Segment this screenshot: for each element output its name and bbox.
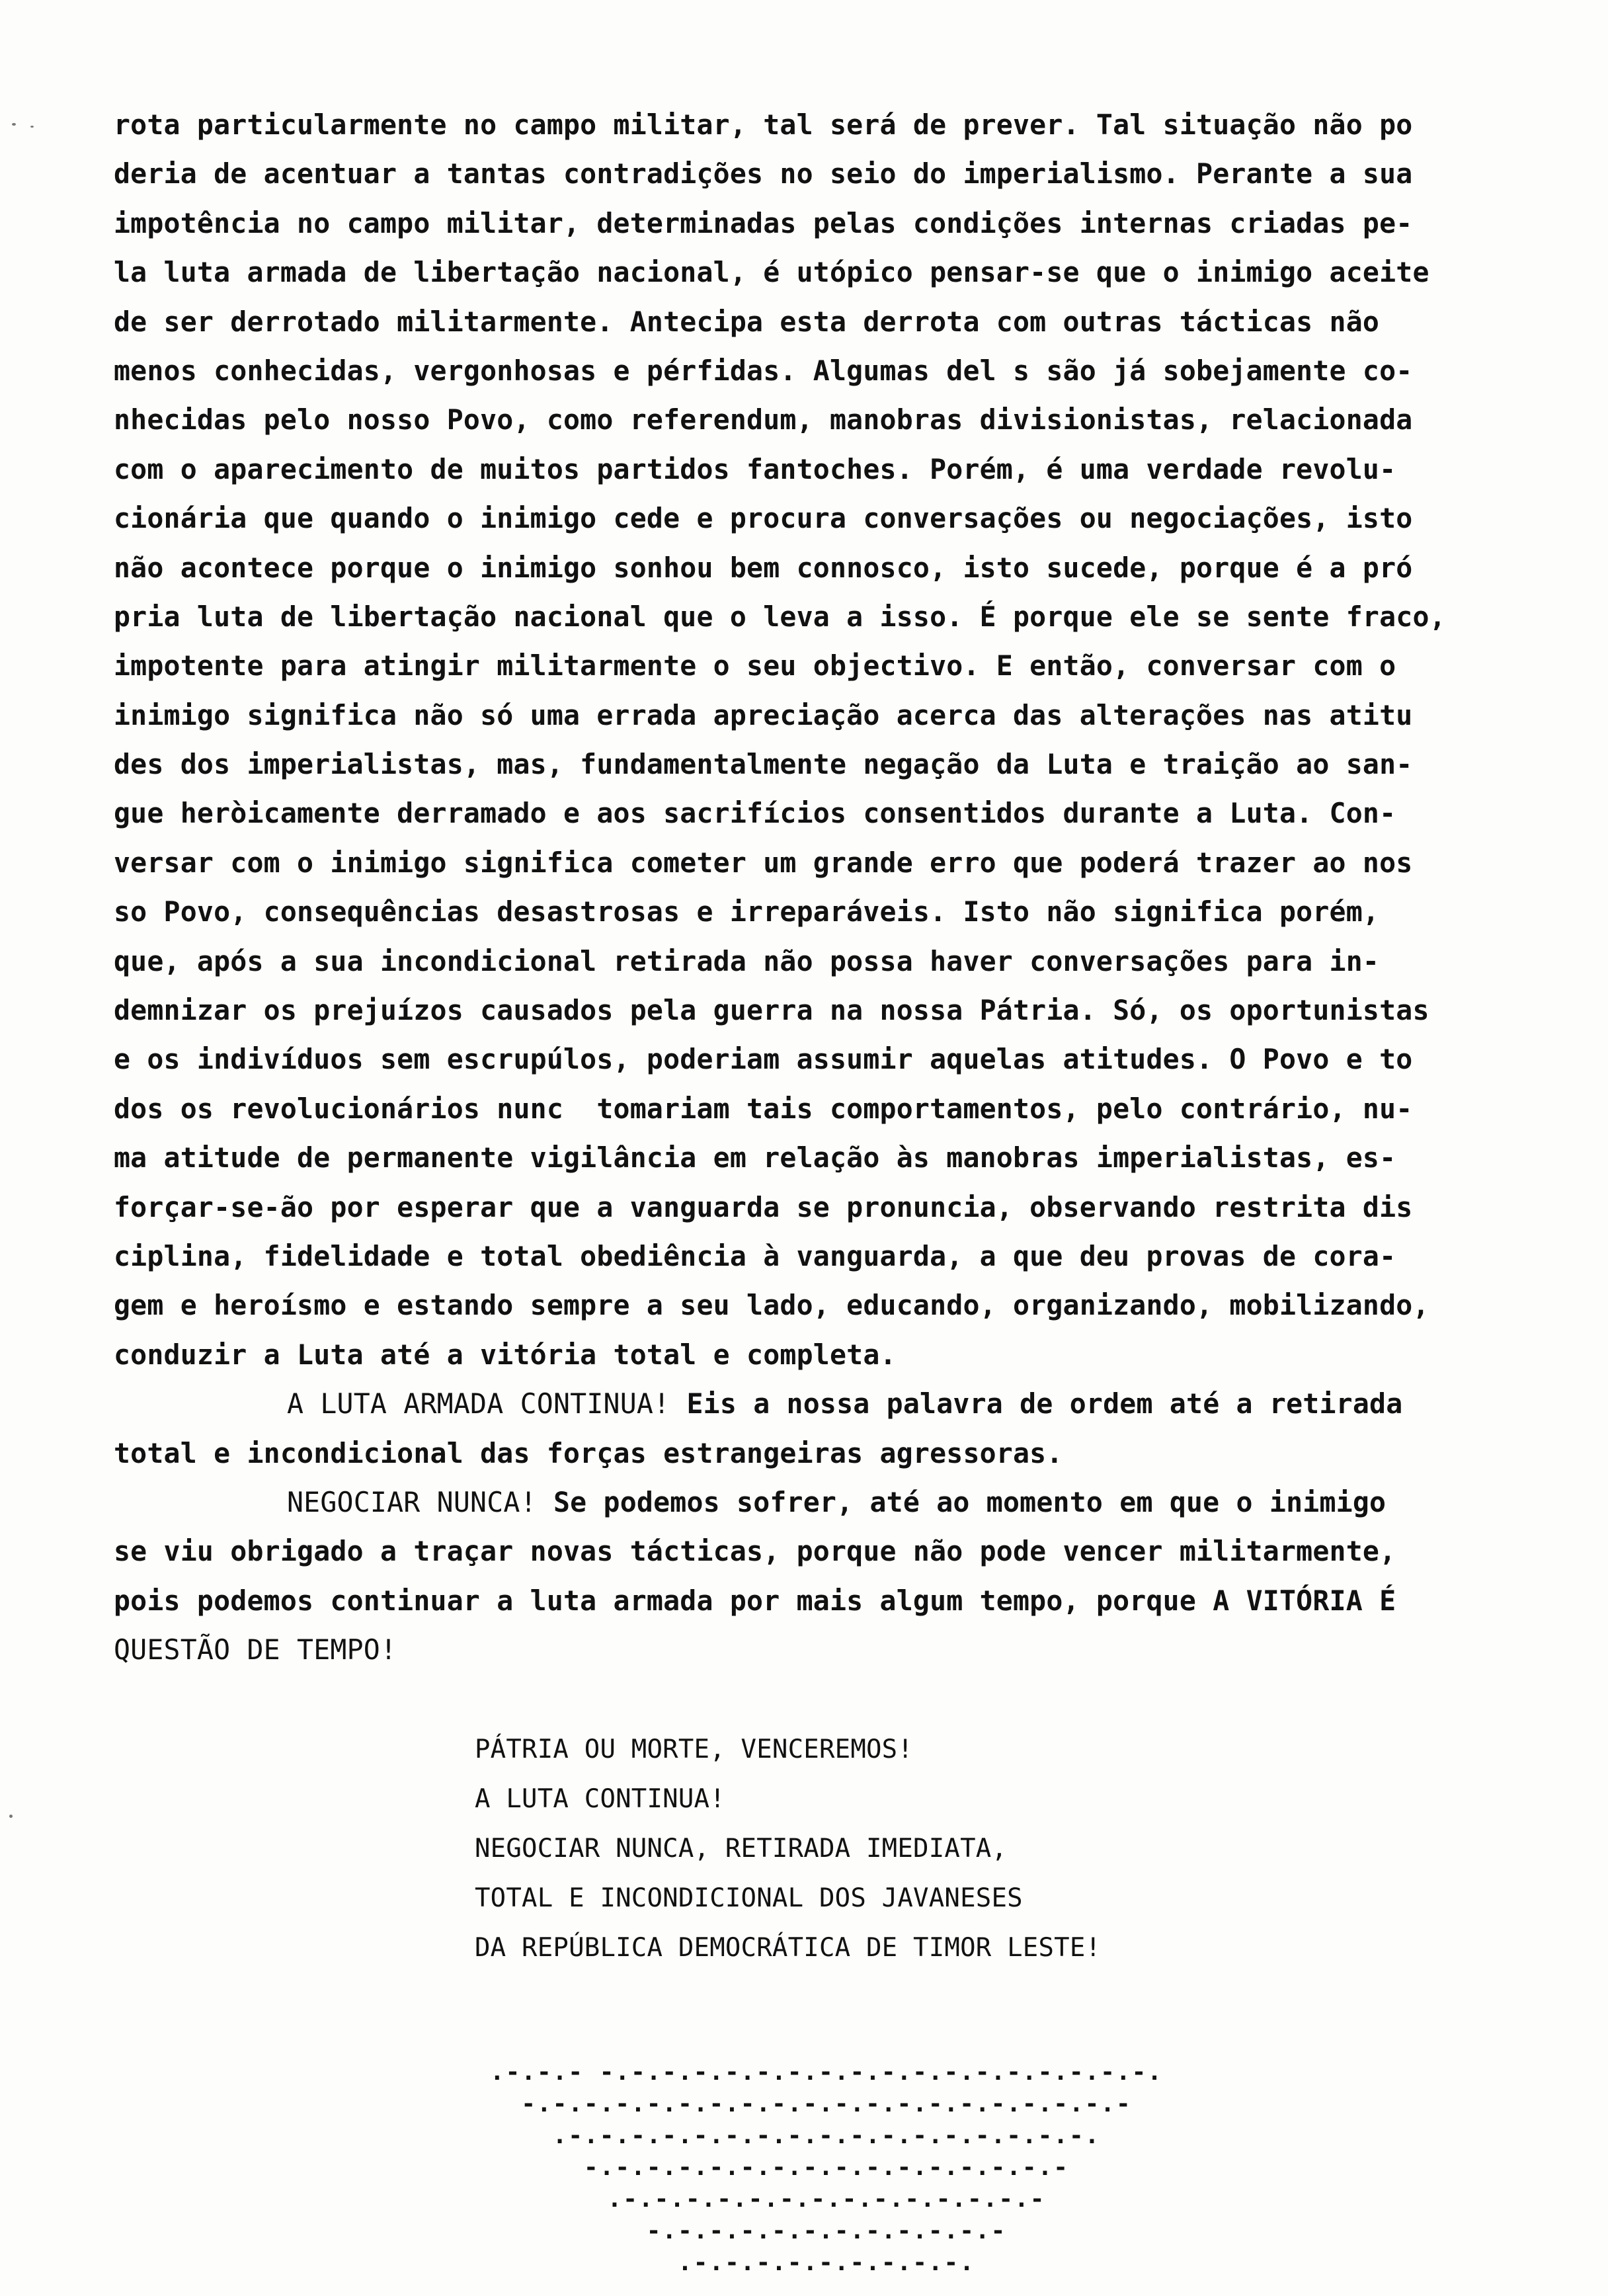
- ornament-row: -.-.-.-.-.-.-.-.-.-.-.-: [646, 2217, 1007, 2244]
- main-text-block: [114, 101, 1548, 1675]
- text-line: rota particularmente no campo militar, tal será de prever. Tal situação não po: [114, 108, 1413, 141]
- closing-slogans: [475, 1725, 1101, 1973]
- text-line: pois podemos continuar a luta armada por mais algum tempo, porque A VITÓRIA É: [114, 1584, 1396, 1617]
- ornament-row: .-.-.- -.-.-.-.-.-.-.-.-.-.-.-.-.-.-.-.-.-.: [490, 2059, 1163, 2086]
- scan-speck: [12, 123, 16, 126]
- text-line: des dos imperialistas, mas, fundamentalmente negação da Luta e traição ao san-: [114, 748, 1413, 781]
- paragraph-line: [114, 1379, 1548, 1428]
- text-line: forçar-se-ão por esperar que a vanguarda se pronuncia, observando restrita dis: [114, 1190, 1413, 1223]
- text-line: menos conhecidas, vergonhosas e pérfidas. Algumas del s são já sobejamente co-: [114, 354, 1413, 387]
- text-line: não acontece porque o inimigo sonhou bem connosco, isto sucede, porque é a pró: [114, 551, 1413, 584]
- text-line: QUESTÃO DE TEMPO!: [114, 1633, 397, 1666]
- text-line: ma atitude de permanente vigilância em relação às manobras imperialistas, es-: [114, 1141, 1396, 1174]
- text-line: versar com o inimigo significa cometer um grande erro que poderá trazer ao nos: [114, 846, 1413, 879]
- text-line: pria luta de libertação nacional que o leva a isso. É porque ele se sente fraco,: [114, 600, 1446, 633]
- text-line: impotente para atingir militarmente o seu objectivo. E então, conversar com o: [114, 649, 1396, 682]
- text-line: gue heròicamente derramado e aos sacrifícios consentidos durante a Luta. Con-: [114, 797, 1396, 830]
- closing-line: TOTAL E INCONDICIONAL DOS JAVANESES: [475, 1883, 1023, 1913]
- scan-speck: [9, 1815, 13, 1818]
- paragraph-text: Eis a nossa palavra de ordem até a retirada: [670, 1387, 1403, 1420]
- ornament-row: .-.-.-.-.-.-.-.-.-.-.-.-.-.-: [607, 2186, 1046, 2213]
- closing-line: A LUTA CONTINUA!: [475, 1784, 725, 1814]
- ornament-row: .-.-.-.-.-.-.-.-.-.-.-.-.-.-.-.-.-.: [552, 2122, 1101, 2149]
- slogan-luta-armada: A LUTA ARMADA CONTINUA!: [287, 1387, 670, 1420]
- scan-speck: [30, 126, 34, 128]
- text-line: que, após a sua incondicional retirada não possa haver conversações para in-: [114, 944, 1380, 977]
- slogan-negociar-nunca: NEGOCIAR NUNCA!: [287, 1485, 537, 1518]
- typed-ornament-triangle: [463, 2057, 1190, 2279]
- paragraph-line: [114, 1478, 1548, 1527]
- text-line: e os indivíduos sem escrupúlos, poderiam assumir aquelas atitudes. O Povo e to: [114, 1043, 1413, 1076]
- ornament-row: -.-.-.-.-.-.-.-.-.-.-.-.-.-.-.-.-.-.-.-: [521, 2090, 1132, 2117]
- text-line: total e incondicional das forças estrangeiras agressoras.: [114, 1436, 1063, 1469]
- closing-line: NEGOCIAR NUNCA, RETIRADA IMEDIATA,: [475, 1834, 1008, 1864]
- text-line: se viu obrigado a traçar novas tácticas, porque não pode vencer militarmente,: [114, 1535, 1396, 1568]
- text-line: ciplina, fidelidade e total obediência à vanguarda, a que deu provas de cora-: [114, 1239, 1396, 1272]
- ornament-row: .-.-.-.-.-.-.-.-.-.: [678, 2249, 975, 2276]
- ornament-row: -.-.-.-.-.-.-.-.-.-.-.-.-.-.-.-: [584, 2154, 1069, 2181]
- text-line: deria de acentuar a tantas contradições no seio do imperialismo. Perante a sua: [114, 157, 1413, 190]
- text-line: inimigo significa não só uma errada apreciação acerca das alterações nas atitu: [114, 698, 1413, 731]
- text-line: nhecidas pelo nosso Povo, como referendum, manobras divisionistas, relacionada: [114, 403, 1413, 436]
- text-line: demnizar os prejuízos causados pela guerra na nossa Pátria. Só, os oportunistas: [114, 994, 1429, 1027]
- text-line: de ser derrotado militarmente. Antecipa esta derrota com outras tácticas não: [114, 305, 1380, 338]
- text-line: gem e heroísmo e estando sempre a seu lado, educando, organizando, mobilizando,: [114, 1289, 1429, 1322]
- text-line: so Povo, consequências desastrosas e irreparáveis. Isto não significa porém,: [114, 895, 1380, 928]
- closing-line: PÁTRIA OU MORTE, VENCEREMOS!: [475, 1735, 914, 1764]
- text-line: cionária que quando o inimigo cede e procura conversações ou negociações, isto: [114, 502, 1413, 535]
- text-line: com o aparecimento de muitos partidos fantoches. Porém, é uma verdade revolu-: [114, 452, 1396, 485]
- paragraph-text: Se podemos sofrer, até ao momento em que o inimigo: [536, 1485, 1387, 1518]
- text-line: dos os revolucionários nunc tomariam tais comportamentos, pelo contrário, nu-: [114, 1092, 1413, 1125]
- text-line: impotência no campo militar, determinadas pelas condições internas criadas pe-: [114, 206, 1413, 239]
- closing-line: DA REPÚBLICA DEMOCRÁTICA DE TIMOR LESTE!: [475, 1933, 1102, 1963]
- text-line: la luta armada de libertação nacional, é utópico pensar-se que o inimigo aceite: [114, 256, 1429, 289]
- text-line: conduzir a Luta até a vitória total e completa.: [114, 1338, 897, 1371]
